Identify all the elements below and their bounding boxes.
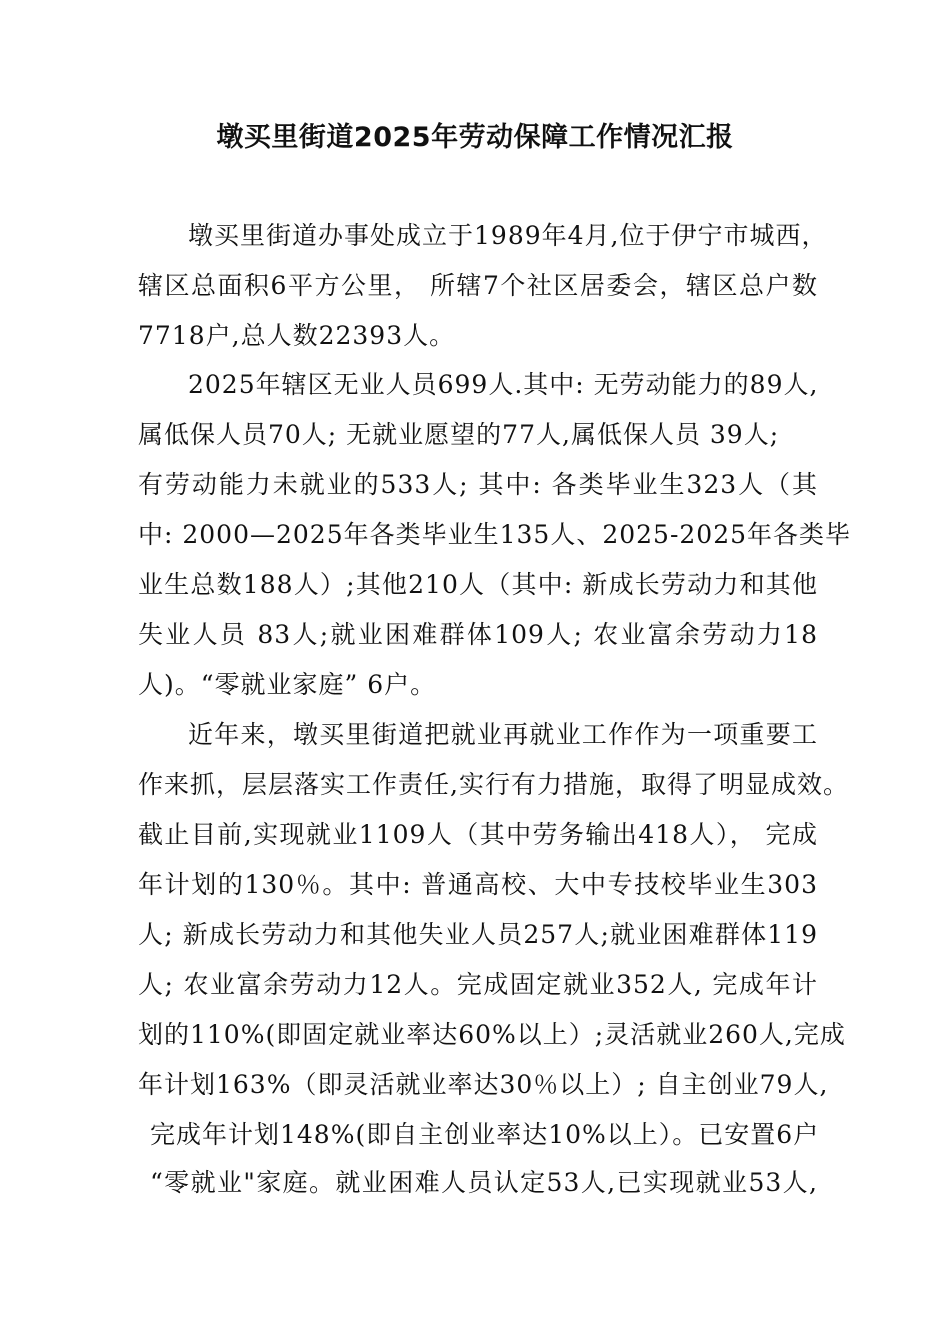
paragraph-line: 划的110%(即固定就业率达60%以上）;灵活就业260人,完成 <box>138 1020 846 1049</box>
paragraph-line: 年计划163%（即灵活就业率达30％以上）; 自主创业79人, <box>138 1070 829 1099</box>
paragraph-line: 近年来，墩买里街道把就业再就业工作作为一项重要工 <box>188 720 818 749</box>
paragraph-line: 人)。“零就业家庭” 6户。 <box>138 670 437 699</box>
paragraph-line: 7718户,总人数22393人。 <box>138 321 456 350</box>
paragraph-line: “零就业"家庭。就业困难人员认定53人,已实现就业53人, <box>150 1168 818 1197</box>
paragraph-line: 截止目前,实现就业1109人（其中劳务输出418人）， 完成 <box>138 820 818 849</box>
paragraph-line: 失业人员 83人;就业困难群体109人; 农业富余劳动力18 <box>138 620 818 649</box>
paragraph-line: 辖区总面积6平方公里， 所辖7个社区居委会，辖区总户数 <box>138 271 818 300</box>
paragraph-line: 人; 新成长劳动力和其他失业人员257人;就业困难群体119 <box>138 920 818 949</box>
paragraph-line: 墩买里街道办事处成立于1989年4月,位于伊宁市城西， <box>188 221 828 250</box>
paragraph-line: 年计划的130％。其中: 普通高校、大中专技校毕业生303 <box>138 870 818 899</box>
paragraph-line: 业生总数188人）;其他210人（其中: 新成长劳动力和其他 <box>138 570 818 599</box>
paragraph-line: 中: 2000—2025年各类毕业生135人、2025-2025年各类毕 <box>138 520 852 549</box>
paragraph-line: 人; 农业富余劳动力12人。完成固定就业352人, 完成年计 <box>138 970 818 999</box>
paragraph-line: 作来抓，层层落实工作责任,实行有力措施，取得了明显成效。 <box>138 770 849 799</box>
paragraph-line: 完成年计划148%(即自主创业率达10%以上）。已安置6户 <box>150 1120 820 1149</box>
paragraph-line: 2025年辖区无业人员699人.其中: 无劳动能力的89人, <box>188 370 819 399</box>
paragraph-line: 有劳动能力未就业的533人; 其中: 各类毕业生323人（其 <box>138 470 818 499</box>
paragraph-line: 属低保人员70人; 无就业愿望的77人,属低保人员 39人; <box>138 420 780 449</box>
document-title: 墩买里街道2025年劳动保障工作情况汇报 <box>216 122 734 153</box>
